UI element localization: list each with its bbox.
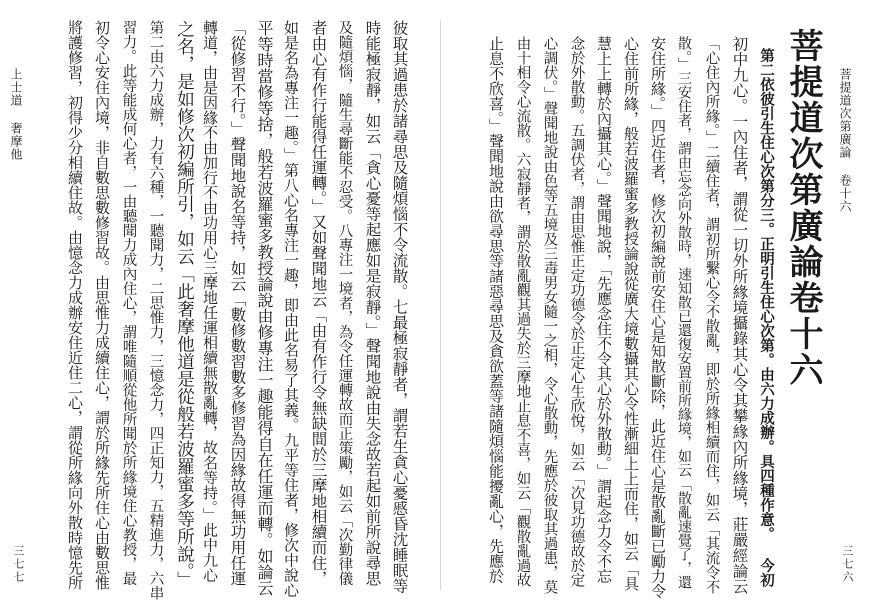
text-column: 平等時當修等捨，般若波羅蜜多教授論說由修專注一趣能得自在任運而轉。如論云 bbox=[255, 20, 274, 596]
text-column: 彼取其過患於諸尋思及隨煩惱不令流散。七最極寂靜者，謂若生貪心憂慼昏沈睡眠等 bbox=[390, 20, 409, 594]
text-column: 心調伏。」聲聞地說由色等五境及三毒男女隨一之相，令心散動，先應於彼取其過患，莫 bbox=[541, 36, 558, 595]
text-column: 者由心有作行能得任運轉。」又如聲聞地云「由有作行令無缺間於三摩地相續而住， bbox=[309, 20, 328, 586]
text-column: 及隨煩惱，隨生尋斷能不忍受。八專注一境者，為令任運轉故而正策勵，如云「次勤律儀 bbox=[336, 20, 353, 586]
text-column: 之名，是如修次初編所引，如云「此奢摩他道是從般若波羅蜜多等所說。」 bbox=[174, 20, 195, 589]
page-number: 三七六 bbox=[841, 545, 854, 584]
text-column: 「心住內所緣。」二續住者，謂初所繫心令不散亂，即於所緣相續而住，如云「其流令不 bbox=[703, 36, 720, 595]
running-header: 上士道 奢摩他 bbox=[9, 68, 23, 161]
running-header: 菩提道次第廣論 卷十六 bbox=[838, 68, 852, 213]
text-column: 將護修習，初得少分相續住故。由憶念力成辦安住近住二心，謂從所緣向外散時憶先所 bbox=[66, 20, 84, 590]
text-column: 時能極寂靜，如云「貪心憂等起應如是寂靜。」聲聞地說由失念故若起如前所說尋思 bbox=[363, 20, 382, 586]
text-column: 如是名為專注一趣。」第八心名專注一趣，即由此名易了其義。九平等住者，修次中說心 bbox=[282, 20, 300, 598]
text-column: 念於外散動。五調伏者，謂由思惟正定功德令於正定心生欣悅，如云「次見功德故於定 bbox=[568, 36, 585, 587]
text-column: 第二由六力成辦，力有六種，一聽聞力，二思惟力，三憶念力，四正知力，五精進力，六串 bbox=[147, 20, 164, 600]
text-column: 散。」三安住者，謂由忘念向外散時，速知散已還復安置前所緣境，如云「散亂速覺了，還 bbox=[676, 36, 692, 589]
text-column: 「從修習不行。」聲聞地說名等持，如云「數修數習數多修習為因緣故得無功用任運 bbox=[228, 20, 247, 586]
right-page bbox=[440, 0, 880, 610]
section-heading: 第二依彼引生住心次第分三。正明引生住心次第。由六力成辦。具四種作意。 今初 bbox=[758, 48, 775, 587]
page-gutter bbox=[440, 20, 441, 590]
chapter-title: 菩提道次第廣論卷十六 bbox=[783, 28, 823, 388]
text-column: 心住前所緣，般若波羅蜜多教授論說從廣大境數攝其心令性漸細上上而住，如云「具 bbox=[622, 36, 640, 591]
text-column: 安住所緣。」四近住者，修次初編說前安住心是知散斷除，此近住心是散亂斷已勵力令 bbox=[649, 36, 667, 599]
text-column: 由十相令心流散。六寂靜者，謂於散亂觀其過失於三摩地止息不喜，如云「觀散亂過故 bbox=[514, 36, 531, 587]
text-column: 初中九心。一內住者，謂從一切外所緣境攝錄其心令其攀緣內所緣境，莊嚴經論云 bbox=[730, 36, 749, 594]
page-number: 三七七 bbox=[12, 545, 25, 584]
text-column: 慧上上轉於內攝其心。」聲聞地說，「先應念住不令其心於外散動。」謂起念力令不忘 bbox=[595, 36, 613, 584]
text-column: 轉道，由是因緣不由加行不由功用心三摩地任運相續無散亂轉，故名等持。」此中九心 bbox=[201, 20, 219, 583]
text-column: 習力。此等能成何心者，一由聽聞力成內住心，謂唯隨順從他所聞於所緣境住心教授，最 bbox=[120, 20, 137, 586]
text-column: 初令心安住內境，非自數思數修習故。由思惟力成續住心，謂於所緣先所住心由數思惟 bbox=[93, 20, 111, 590]
text-column: 止息不欣喜。」聲聞地說由欲尋思等諸惡尋思及貪欲蓋等諸隨煩惱能擾亂心，先應於 bbox=[487, 36, 505, 584]
